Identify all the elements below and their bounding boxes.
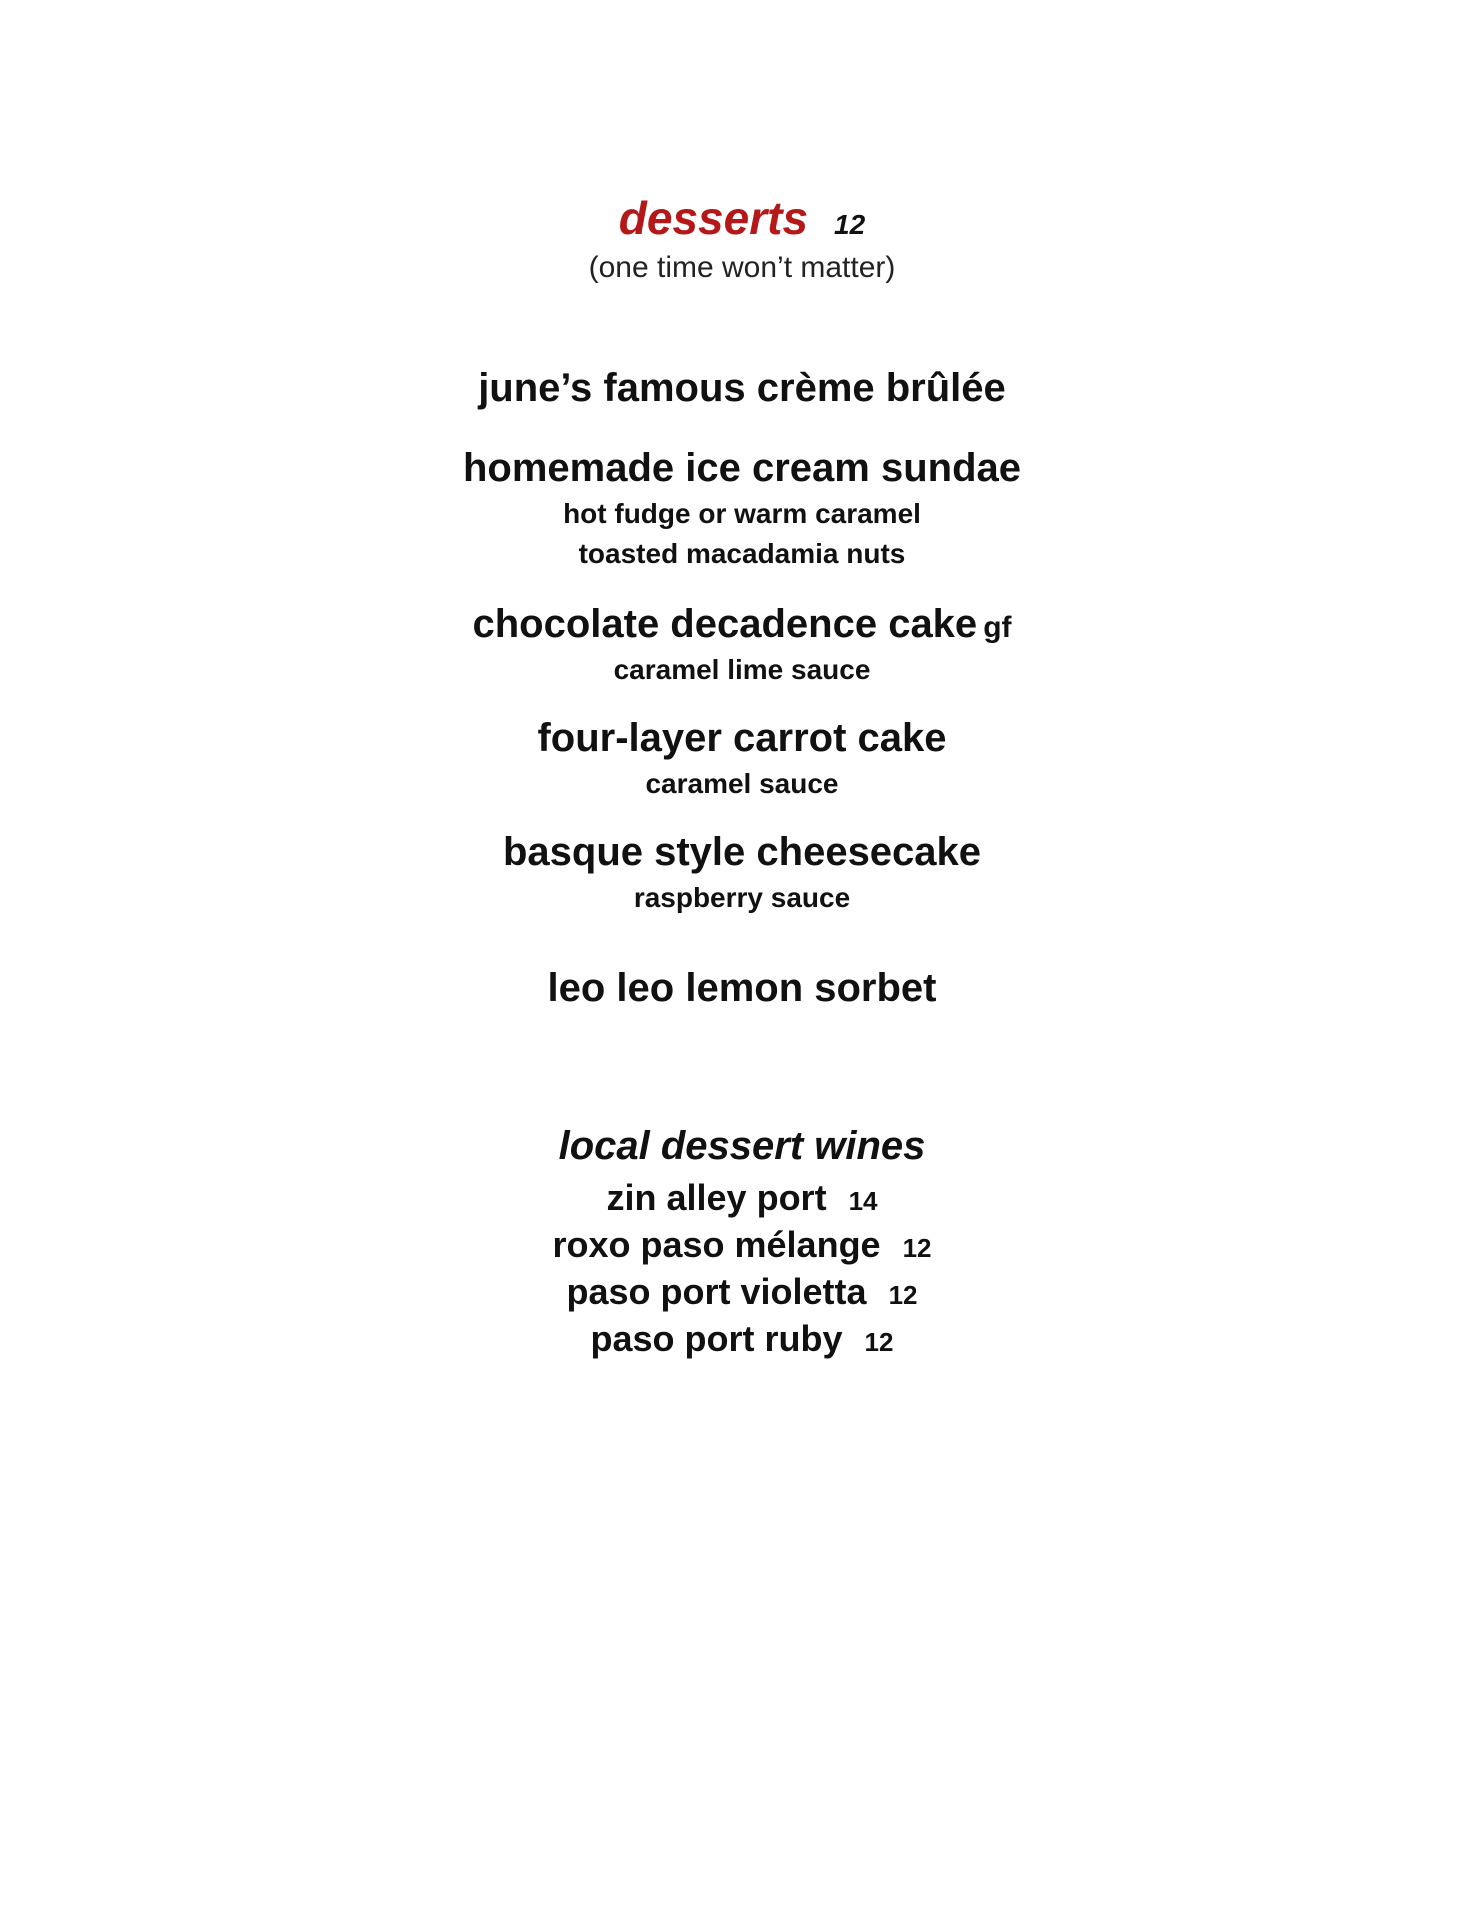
dessert-item-description: toasted macadamia nuts xyxy=(578,538,906,569)
wine-item xyxy=(0,1270,1484,1317)
dessert-item-description: raspberry sauce xyxy=(633,882,851,913)
dessert-item-name: leo leo lemon sorbet xyxy=(547,966,937,1010)
dessert-item-description: hot fudge or warm caramel xyxy=(563,498,921,529)
dessert-item-description: caramel lime sauce xyxy=(613,654,871,685)
wine-price: 12 xyxy=(902,1233,932,1263)
menu-title-text: desserts xyxy=(618,192,809,244)
menu-title-price: 12 xyxy=(834,209,866,240)
wine-price: 12 xyxy=(864,1327,894,1357)
dessert-item-name: basque style cheesecake xyxy=(502,830,982,874)
wine-item xyxy=(0,1223,1484,1270)
wine-item xyxy=(0,1317,1484,1364)
menu-subtitle: (one time won’t matter) xyxy=(588,251,896,284)
dessert-item-name: four-layer carrot cake xyxy=(537,716,947,760)
gluten-free-tag: gf xyxy=(983,611,1012,644)
wine-item xyxy=(0,1176,1484,1223)
dessert-item-name: homemade ice cream sundae xyxy=(462,446,1022,490)
dessert-item-description: caramel sauce xyxy=(645,768,839,799)
wine-price: 12 xyxy=(888,1280,918,1310)
wine-name: roxo paso mélange xyxy=(552,1224,881,1265)
wine-name: paso port ruby xyxy=(590,1318,843,1359)
wines-heading: local dessert wines xyxy=(558,1124,926,1168)
wine-price: 14 xyxy=(848,1186,878,1216)
wine-name: paso port violetta xyxy=(566,1271,867,1312)
wine-name: zin alley port xyxy=(606,1177,827,1218)
dessert-item-name: june’s famous crème brûlée xyxy=(478,366,1006,410)
dessert-item-name: chocolate decadence cake xyxy=(472,602,978,646)
menu-title xyxy=(0,190,1484,253)
dessert-item xyxy=(0,600,1484,652)
